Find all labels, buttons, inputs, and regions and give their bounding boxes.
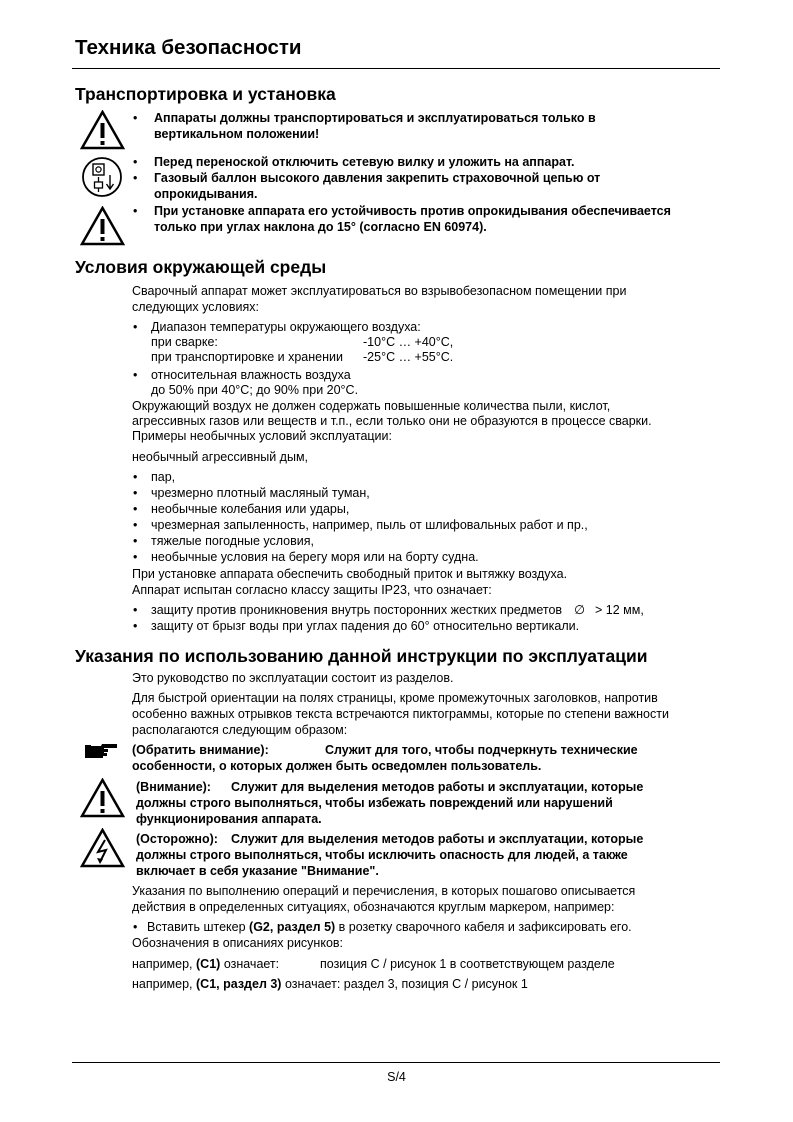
temperature-store-value: -25°C … +55°C. xyxy=(363,350,454,364)
example-2 xyxy=(132,976,528,992)
air-line-3: Примеры необычных условий эксплуатации: xyxy=(132,429,392,443)
note-text-line-1: Служит для того, чтобы подчеркнуть технические xyxy=(325,743,638,757)
attention-line-2: должны строго выполняться, чтобы избежать повреждений или нарушений xyxy=(136,796,613,810)
unusual-smoke: необычный агрессивный дым, xyxy=(132,450,309,464)
transport-bullet-2: Перед переноской отключить сетевую вилку и уложить на аппарат. xyxy=(154,155,575,169)
transport-bullet-1-line-2: вертикальном положении! xyxy=(154,127,320,141)
transport-bullet-4-line-2: только при углах наклона до 15° (согласно EN 60974). xyxy=(154,220,487,234)
section-title-environment: Условия окружающей среды xyxy=(75,257,327,277)
instructions-p2-line-1: Для быстрой ориентации на полях страницы, кроме промежуточных заголовков, напротив xyxy=(132,691,658,705)
note-text-line-2: особенности, о которых должен быть осведомлен пользователь. xyxy=(132,759,542,773)
list-item: тяжелые погодные условия, xyxy=(151,534,314,548)
air-line-2: агрессивных газов или веществ и т.п., если только они не образуются в процессе сварки. xyxy=(132,414,652,428)
bullet-icon: • xyxy=(133,920,138,934)
section-title-transport: Транспортировка и установка xyxy=(75,84,336,104)
bullet-icon: • xyxy=(133,155,138,169)
humidity-label: относительная влажность воздуха xyxy=(151,368,351,382)
caution-line-3: включает в себя указание "Внимание". xyxy=(136,864,379,878)
figure-notation-heading: Обозначения в описаниях рисунков: xyxy=(132,936,344,950)
bullet-icon: • xyxy=(133,111,138,125)
example-1 xyxy=(132,956,279,972)
example-1-ref: (C1) xyxy=(196,957,221,971)
example-step-ref: (G2, раздел 5) xyxy=(249,920,336,934)
bullet-icon: • xyxy=(133,171,138,185)
attention-label: (Внимание): xyxy=(136,780,211,794)
footer-rule xyxy=(72,1062,720,1063)
page-title: Техника безопасности xyxy=(75,36,302,59)
warning-triangle-icon xyxy=(80,206,125,246)
transport-bullet-3-line-2: опрокидывания. xyxy=(154,187,258,201)
list-item: чрезмерно плотный масляный туман, xyxy=(151,486,370,500)
ip-bullet-1-text: защиту против проникновения внутрь посторонних жестких предметов xyxy=(151,603,563,617)
list-item: необычные условия на берегу моря или на борту судна. xyxy=(151,550,479,564)
electric-shock-icon xyxy=(80,828,125,868)
example-1-pre: например, xyxy=(132,957,193,971)
bullet-icon: • xyxy=(133,550,138,564)
list-item: необычные колебания или удары, xyxy=(151,502,350,516)
caution-label: (Осторожно): xyxy=(136,832,218,846)
warning-triangle-icon xyxy=(80,778,125,818)
example-1-mid: означает: xyxy=(223,957,280,971)
warning-triangle-icon xyxy=(80,110,125,150)
steps-line-2: действия в определенных ситуациях, обозначаются круглым маркером, например: xyxy=(132,900,615,914)
ip-class-note: Аппарат испытан согласно классу защиты IP23, что означает: xyxy=(132,583,492,597)
list-item: пар, xyxy=(151,470,176,484)
temperature-store-label: при транспортировке и хранении xyxy=(151,350,343,364)
header-rule xyxy=(72,68,720,69)
transport-bullet-3-line-1: Газовый баллон высокого давления закрепить страховочной цепью от xyxy=(154,171,601,185)
bullet-icon: • xyxy=(133,518,138,532)
unplug-icon xyxy=(81,156,123,198)
steps-line-1: Указания по выполнению операций и перечисления, в которых пошагово описывается xyxy=(132,884,636,898)
instructions-p2-line-3: располагаются следующим образом: xyxy=(132,723,348,737)
bullet-icon: • xyxy=(133,320,138,334)
attention-line-1: Служит для выделения методов работы и эксплуатации, которые xyxy=(231,780,644,794)
bullet-icon: • xyxy=(133,534,138,548)
bullet-icon: • xyxy=(133,204,138,218)
bullet-icon: • xyxy=(133,603,138,617)
note-label: (Обратить внимание): xyxy=(132,743,269,757)
example-step-post: в розетку сварочного кабеля и зафиксировать его. xyxy=(338,920,632,934)
attention-line-3: функционирования аппарата. xyxy=(136,812,322,826)
ventilation-note: При установке аппарата обеспечить свободный приток и вытяжку воздуха. xyxy=(132,567,568,581)
example-step xyxy=(147,919,632,935)
temperature-weld-label: при сварке: xyxy=(151,335,218,349)
example-2-mid: означает: xyxy=(284,977,341,991)
instructions-p1: Это руководство по эксплуатации состоит из разделов. xyxy=(132,671,454,685)
list-item: чрезмерная запыленность, например, пыль от шлифовальных работ и пр., xyxy=(151,518,588,532)
temperature-range-label: Диапазон температуры окружающего воздуха: xyxy=(151,320,421,334)
example-1-meaning: позиция C / рисунок 1 в соответствующем разделе xyxy=(320,957,615,971)
ip-bullet-1-value: > 12 мм, xyxy=(595,603,644,617)
example-2-meaning: раздел 3, позиция C / рисунок 1 xyxy=(343,977,528,991)
instructions-p2-line-2: особенно важных отрывков текста встречаются пиктограммы, которые по степени важности xyxy=(132,707,669,721)
bullet-icon: • xyxy=(133,368,138,382)
ip-bullet-2: защиту от брызг воды при углах падения до 60° относительно вертикали. xyxy=(151,619,580,633)
transport-bullet-1-line-1: Аппараты должны транспортироваться и эксплуатироваться только в xyxy=(154,111,596,125)
ip-bullet-1 xyxy=(151,602,644,618)
temperature-weld-value: -10°C … +40°C, xyxy=(363,335,454,349)
bullet-icon: • xyxy=(133,486,138,500)
diameter-symbol: ∅ xyxy=(574,603,585,617)
caution-line-2: должны строго выполняться, чтобы исключить опасность для людей, а также xyxy=(136,848,628,862)
page-number: S/4 xyxy=(387,1070,406,1084)
bullet-icon: • xyxy=(133,502,138,516)
example-2-ref: (C1, раздел 3) xyxy=(196,977,282,991)
humidity-value: до 50% при 40°C; до 90% при 20°C. xyxy=(151,383,359,397)
example-step-pre: Вставить штекер xyxy=(147,920,246,934)
section-title-instructions: Указания по использованию данной инструкции по эксплуатации xyxy=(75,646,648,666)
bullet-icon: • xyxy=(133,470,138,484)
bullet-icon: • xyxy=(133,619,138,633)
transport-bullet-4-line-1: При установке аппарата его устойчивость против опрокидывания обеспечивается xyxy=(154,204,671,218)
example-2-pre: например, xyxy=(132,977,193,991)
air-line-1: Окружающий воздух не должен содержать повышенные количества пыли, кислот, xyxy=(132,399,611,413)
caution-line-1: Служит для выделения методов работы и эксплуатации, которые xyxy=(231,832,644,846)
environment-intro-line-2: следующих условиях: xyxy=(132,300,259,314)
pointing-hand-icon xyxy=(84,742,118,760)
environment-intro-line-1: Сварочный аппарат может эксплуатироваться во взрывобезопасном помещении при xyxy=(132,284,627,298)
